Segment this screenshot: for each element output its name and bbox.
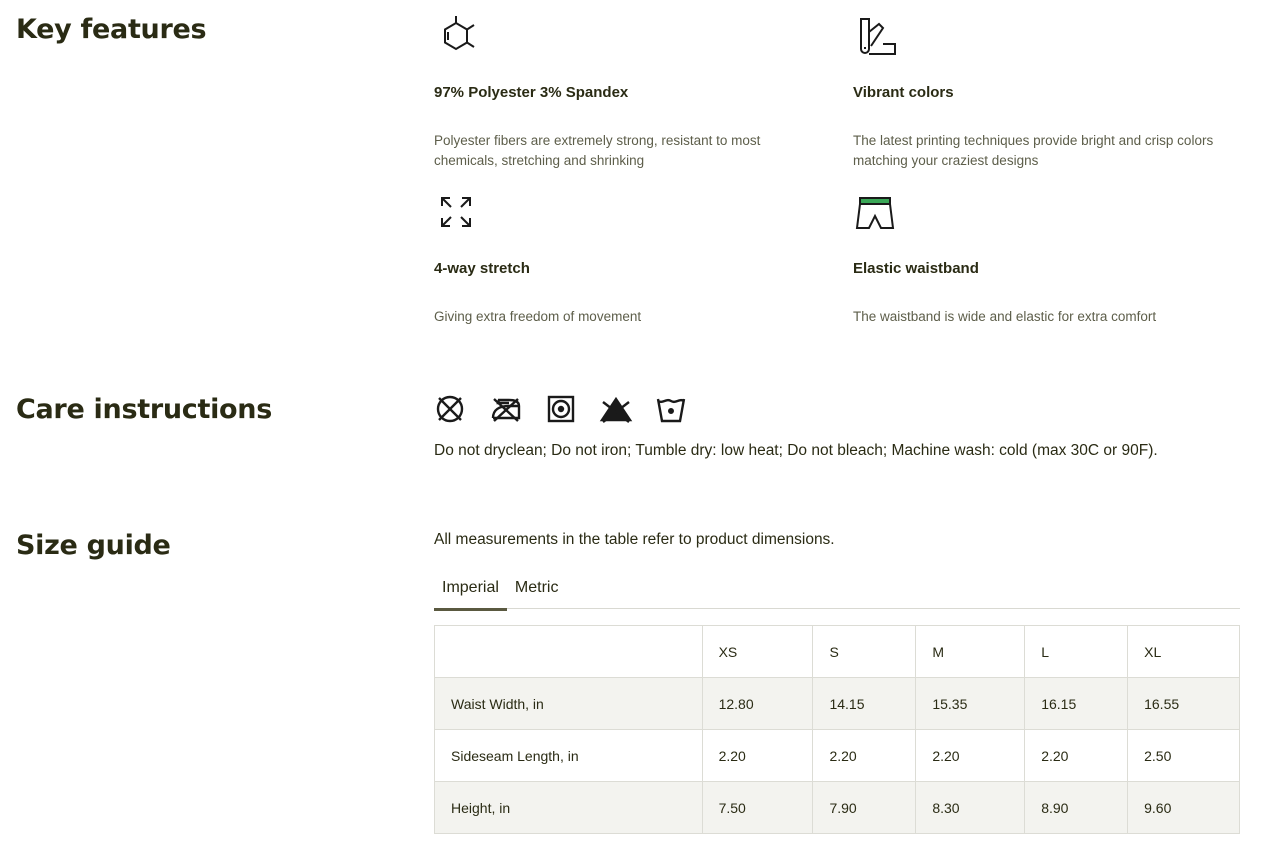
- table-cell: 2.20: [916, 730, 1025, 782]
- care-instructions-text: Do not dryclean; Do not iron; Tumble dry: low heat; Do not bleach; Machine wash: cold (max 30C or 90F).: [434, 442, 1158, 459]
- size-guide-title: Size guide: [16, 530, 171, 561]
- table-row-label: Height, in: [435, 782, 703, 834]
- table-header-cell: XL: [1128, 626, 1240, 678]
- table-header-cell: XS: [702, 626, 813, 678]
- tab-metric[interactable]: Metric: [514, 579, 559, 596]
- feature-title: Vibrant colors: [853, 84, 954, 101]
- feature-description: The waistband is wide and elastic for extra comfort: [853, 309, 1157, 324]
- table-header-cell: M: [916, 626, 1025, 678]
- table-cell: 7.90: [813, 782, 916, 834]
- size-guide-note: All measurements in the table refer to product dimensions.: [434, 531, 835, 548]
- table-cell: 16.55: [1128, 678, 1240, 730]
- feature-4way-stretch: [434, 190, 824, 340]
- feature-vibrant-colors: [853, 14, 1243, 174]
- table-row: [435, 782, 1240, 834]
- table-cell: 2.20: [813, 730, 916, 782]
- table-cell: 2.50: [1128, 730, 1240, 782]
- table-cell: 9.60: [1128, 782, 1240, 834]
- do-not-bleach-icon: [599, 394, 633, 424]
- color-swatch-icon: [853, 14, 897, 58]
- table-cell: 8.30: [916, 782, 1025, 834]
- table-cell: 12.80: [702, 678, 813, 730]
- table-cell: 14.15: [813, 678, 916, 730]
- feature-elastic-waistband: [853, 190, 1243, 340]
- feature-description: The latest printing techniques provide bright and crisp colors matching your craziest designs: [853, 133, 1214, 168]
- table-row-label: Waist Width, in: [435, 678, 703, 730]
- key-features-title: Key features: [16, 14, 207, 45]
- table-cell: 16.15: [1025, 678, 1128, 730]
- table-row: [435, 730, 1240, 782]
- table-row: [435, 678, 1240, 730]
- table-header-cell: S: [813, 626, 916, 678]
- table-cell: 2.20: [1025, 730, 1128, 782]
- expand-arrows-icon: [434, 190, 478, 234]
- table-cell: 7.50: [702, 782, 813, 834]
- table-row-label: Sideseam Length, in: [435, 730, 703, 782]
- do-not-iron-icon: [489, 394, 523, 424]
- do-not-dryclean-icon: [434, 394, 468, 424]
- feature-description: Polyester fibers are extremely strong, resistant to most chemicals, stretching and shrinking: [434, 133, 761, 168]
- tab-imperial[interactable]: Imperial: [434, 574, 507, 611]
- table-header-cell: [435, 626, 703, 678]
- shorts-waistband-icon: [853, 190, 897, 234]
- unit-tabs: [434, 574, 1240, 609]
- feature-title: 4-way stretch: [434, 260, 530, 277]
- feature-title: 97% Polyester 3% Spandex: [434, 84, 629, 101]
- machine-wash-cold-icon: [654, 394, 688, 424]
- table-header-cell: L: [1025, 626, 1128, 678]
- care-instructions-title: Care instructions: [16, 394, 272, 425]
- table-cell: 2.20: [702, 730, 813, 782]
- table-header-row: [435, 626, 1240, 678]
- table-cell: 8.90: [1025, 782, 1128, 834]
- feature-polyester: [434, 14, 824, 174]
- molecule-icon: [434, 14, 478, 58]
- size-table: [434, 625, 1240, 834]
- feature-description: Giving extra freedom of movement: [434, 309, 642, 324]
- tumble-dry-low-icon: [544, 394, 578, 424]
- table-cell: 15.35: [916, 678, 1025, 730]
- care-icons: [434, 394, 688, 424]
- feature-title: Elastic waistband: [853, 260, 979, 277]
